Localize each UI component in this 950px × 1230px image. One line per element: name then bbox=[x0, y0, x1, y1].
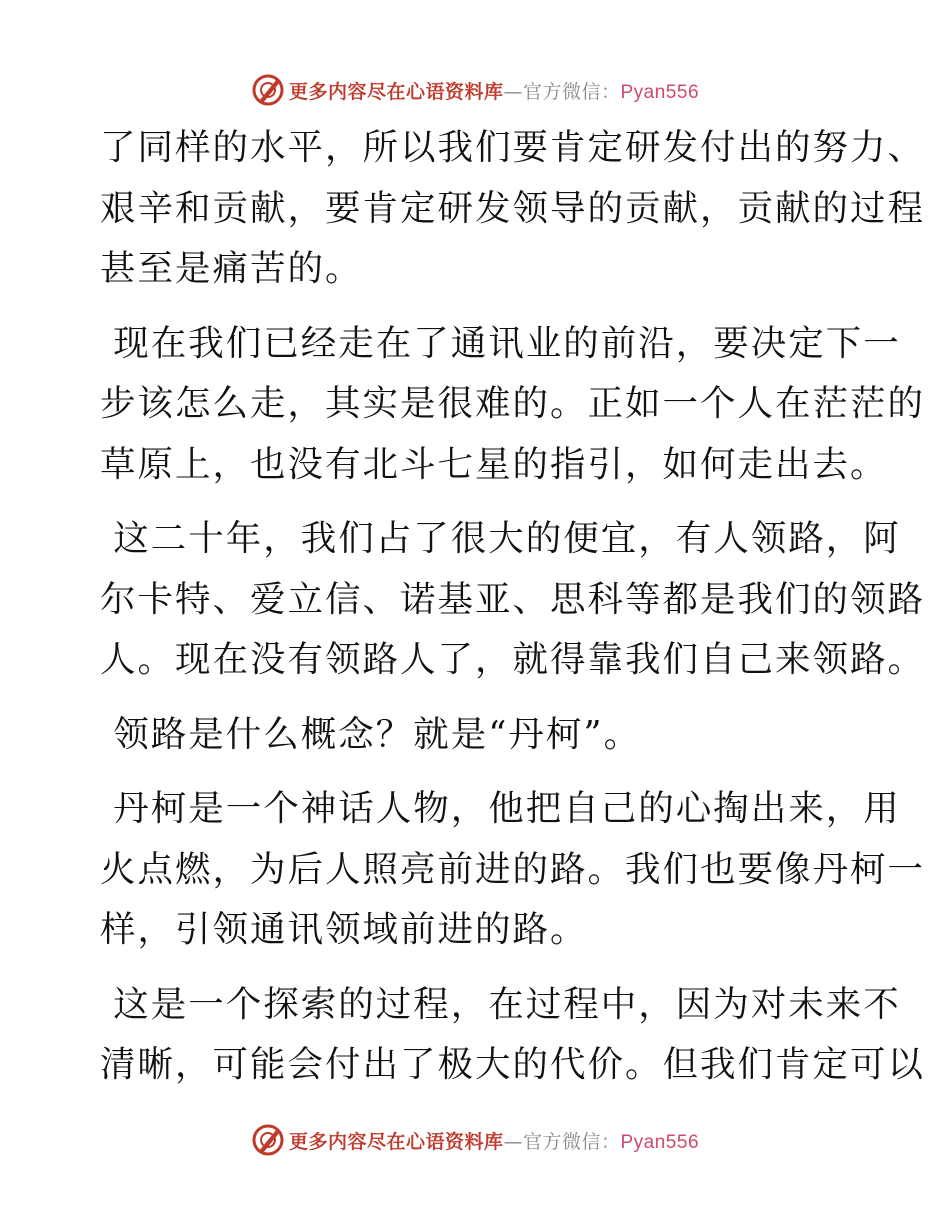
quill-pen-logo-icon bbox=[251, 1123, 285, 1157]
paragraph-line: 甚至是痛苦的。 bbox=[100, 248, 363, 289]
footer-banner-text bbox=[289, 1127, 699, 1154]
paragraph-line: 这是一个探索的过程，在过程中，因为对未来不 bbox=[100, 983, 901, 1025]
paragraph-line: 清晰，可能会付出了极大的代价。但我们肯定可以 bbox=[100, 1044, 926, 1085]
paragraph-line: 尔卡特、爱立信、诺基亚、思科等都是我们的领路 bbox=[100, 578, 926, 620]
paragraph-line: 这二十年，我们占了很大的便宜，有人领路，阿 bbox=[100, 518, 901, 559]
paragraph bbox=[100, 975, 926, 1096]
footer-banner-label: —官方微信： bbox=[503, 1130, 621, 1153]
paragraph-line: 现在我们已经走在了通讯业的前沿，要决定下一 bbox=[100, 322, 901, 364]
paragraph-line: 草原上，也没有北斗七星的指引，如何走出去。 bbox=[100, 443, 888, 485]
paragraph bbox=[100, 314, 926, 496]
paragraph bbox=[100, 705, 860, 766]
paragraph-line: 丹柯是一个神话人物，他把自己的心掏出来，用 bbox=[100, 788, 901, 829]
header-banner-label: —官方微信： bbox=[503, 80, 621, 103]
header-banner bbox=[0, 70, 950, 110]
paragraph bbox=[100, 509, 926, 691]
paragraph-line: 领路是什么概念？就是“丹柯”。 bbox=[100, 713, 642, 755]
paragraph-line: 火点燃，为后人照亮前进的路。我们也要像丹柯一 bbox=[100, 848, 926, 890]
header-banner-site: 更多内容尽在心语资料库 bbox=[288, 80, 504, 103]
footer-banner bbox=[0, 1120, 950, 1160]
paragraph bbox=[100, 118, 926, 300]
footer-banner-site: 更多内容尽在心语资料库 bbox=[288, 1130, 504, 1153]
paragraph-line: 人。现在没有领路人了，就得靠我们自己来领路。 bbox=[100, 639, 926, 680]
header-banner-text bbox=[289, 77, 699, 104]
paragraph-line: 样，引领通讯领域前进的路。 bbox=[100, 909, 588, 950]
quill-pen-logo-icon bbox=[251, 73, 285, 107]
document-body bbox=[100, 118, 926, 1110]
footer-banner-wechat-id: Pyan556 bbox=[620, 1131, 700, 1153]
paragraph-line: 艰辛和贡献，要肯定研发领导的贡献，贡献的过程 bbox=[100, 187, 926, 229]
header-banner-wechat-id: Pyan556 bbox=[620, 81, 700, 103]
paragraph-line: 了同样的水平，所以我们要肯定研发付出的努力、 bbox=[100, 127, 926, 168]
paragraph-line: 步该怎么走，其实是很难的。正如一个人在茫茫的 bbox=[100, 383, 926, 424]
paragraph bbox=[100, 779, 926, 961]
